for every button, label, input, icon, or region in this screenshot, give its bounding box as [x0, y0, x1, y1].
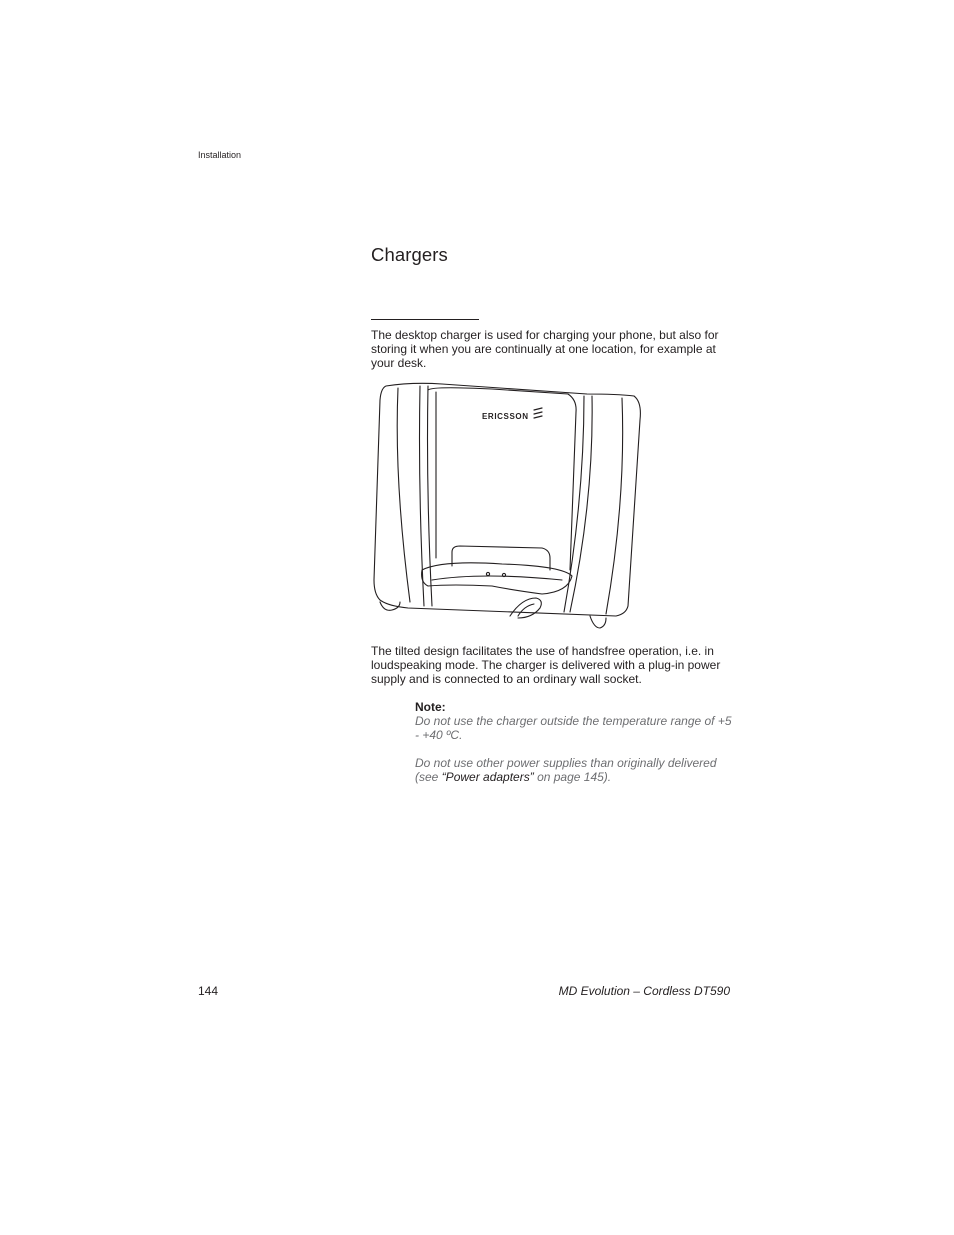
ericsson-logo-icon [534, 408, 542, 418]
section-header: Installation [198, 150, 242, 160]
charger-right-panel [570, 396, 592, 612]
note-block [415, 700, 735, 784]
note-temperature: Do not use the charger outside the temperature range of +5 - +40 ºC. [415, 714, 732, 742]
power-adapters-link[interactable]: “Power adapters” [441, 770, 534, 784]
note-power-supply: Do not use other power supplies than originally delivered (see “Power adapters” on page 145). [415, 756, 717, 784]
desktop-charger-illustration [372, 380, 644, 634]
page-number: 144 [198, 984, 219, 998]
brand-label: ERICSSON [482, 412, 529, 421]
charger-left-panel [397, 388, 410, 602]
intro-paragraph: The desktop charger is used for charging your phone, but also for storing it when you are continually at one location, for example at your desk. [371, 328, 719, 370]
charger-foot-right [590, 616, 606, 628]
page-title: Chargers [371, 244, 448, 265]
document-title: MD Evolution – Cordless DT590 [558, 984, 730, 998]
heading-rule [371, 319, 479, 320]
design-paragraph: The tilted design facilitates the use of handsfree operation, i.e. in loudspeaking mode. The charger is delivered with a plug-in power supply and is connected to an ordinary wall socket. [371, 644, 721, 686]
note-label: Note: [415, 700, 446, 714]
